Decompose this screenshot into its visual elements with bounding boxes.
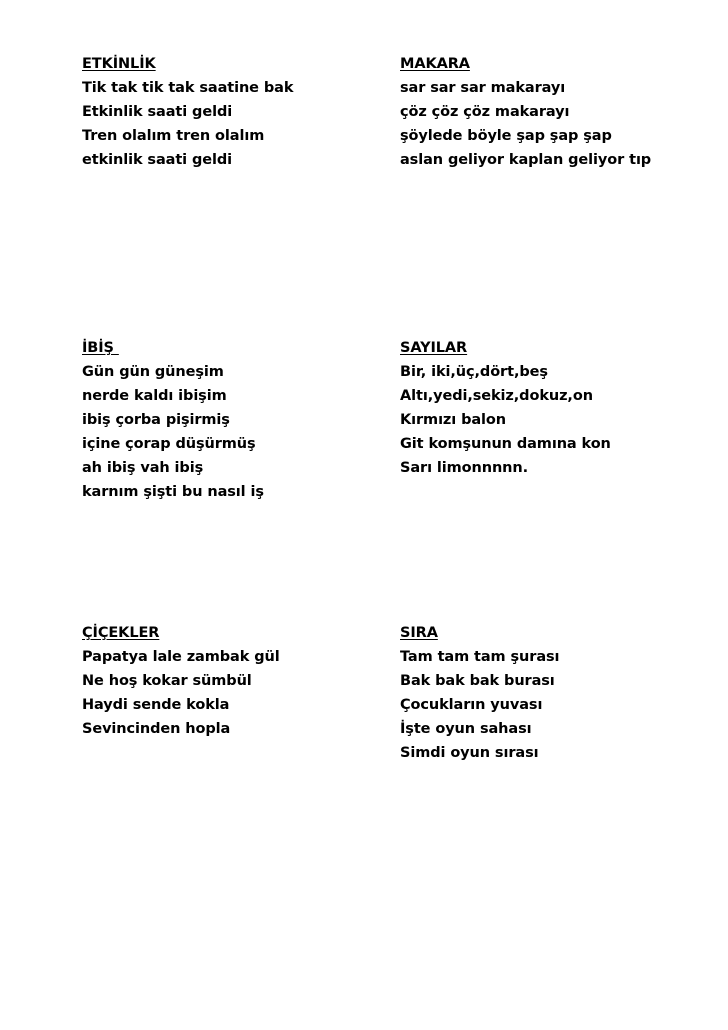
poem-title: ÇİÇEKLER	[82, 625, 160, 641]
poem-line: Git komşunun damına kon	[400, 436, 611, 452]
poem-title: MAKARA	[400, 56, 470, 72]
poem-line: Papatya lale zambak gül	[82, 649, 280, 665]
poem-etkinlik	[82, 52, 382, 172]
poem-line: Tren olalım tren olalım	[82, 128, 265, 144]
poem-line: İşte oyun sahası	[400, 721, 532, 737]
poem-ibis	[82, 336, 382, 504]
poem-makara	[400, 52, 700, 172]
poem-line: ibiş çorba pişirmiş	[82, 412, 230, 428]
poem-line: Kırmızı balon	[400, 412, 507, 428]
poem-sayilar	[400, 336, 700, 480]
poem-line: Çocukların yuvası	[400, 697, 543, 713]
poem-line: karnım şişti bu nasıl iş	[82, 484, 264, 500]
poem-title: ETKİNLİK	[82, 56, 156, 72]
poem-line: ah ibiş vah ibiş	[82, 460, 204, 476]
poem-sira	[400, 621, 700, 765]
poem-line: Ne hoş kokar sümbül	[82, 673, 252, 689]
poem-line: Bir, iki,üç,dört,beş	[400, 364, 548, 380]
poem-title: İBİŞ	[82, 340, 119, 356]
poem-line: çöz çöz çöz makarayı	[400, 104, 570, 120]
poem-cicekler	[82, 621, 382, 741]
poem-line: etkinlik saati geldi	[82, 152, 233, 168]
poem-line: Haydi sende kokla	[82, 697, 230, 713]
poem-line: şöylede böyle şap şap şap	[400, 128, 612, 144]
poem-line: aslan geliyor kaplan geliyor tıp	[400, 152, 652, 168]
poem-line: Altı,yedi,sekiz,dokuz,on	[400, 388, 593, 404]
poem-line: sar sar sar makarayı	[400, 80, 566, 96]
poem-line: Sevincinden hopla	[82, 721, 231, 737]
poem-line: Etkinlik saati geldi	[82, 104, 233, 120]
poem-line: içine çorap düşürmüş	[82, 436, 256, 452]
poem-line: Tam tam tam şurası	[400, 649, 560, 665]
poem-line: Bak bak bak burası	[400, 673, 555, 689]
poem-line: Simdi oyun sırası	[400, 745, 539, 761]
poem-line: Gün gün güneşim	[82, 364, 224, 380]
poem-line: Tik tak tik tak saatine bak	[82, 80, 294, 96]
poem-title: SAYILAR	[400, 340, 468, 356]
poem-line: Sarı limonnnnn.	[400, 460, 529, 476]
poem-line: nerde kaldı ibişim	[82, 388, 227, 404]
poem-title: SIRA	[400, 625, 438, 641]
